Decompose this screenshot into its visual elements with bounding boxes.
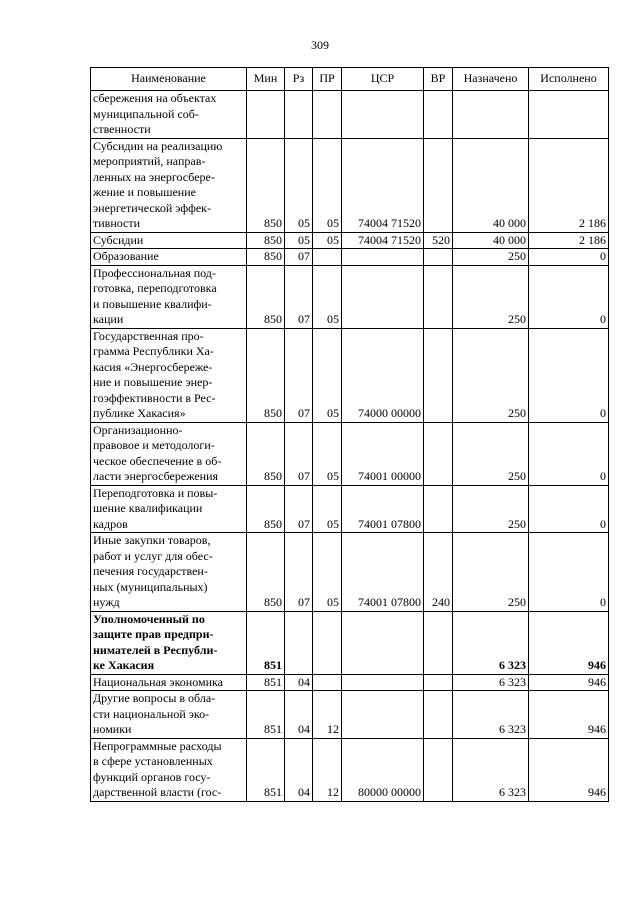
cell-executed: 0 (529, 422, 609, 485)
cell-pr: 05 (313, 232, 342, 249)
cell-assigned: 6 323 (453, 738, 529, 801)
cell-executed: 0 (529, 265, 609, 328)
cell-rz: 04 (285, 738, 313, 801)
cell-rz: 04 (285, 691, 313, 739)
cell-csr: 80000 00000 (342, 738, 424, 801)
cell-executed: 946 (529, 611, 609, 674)
cell-rz: 07 (285, 422, 313, 485)
cell-pr: 05 (313, 533, 342, 612)
cell-name: Образование (91, 249, 247, 266)
col-header-name: Наименование (91, 68, 247, 91)
cell-vr (424, 691, 453, 739)
cell-rz: 07 (285, 265, 313, 328)
cell-pr (313, 91, 342, 139)
cell-name: Субсидии на реализацию мероприятий, направ- ленных на энергосбере- жение и повышение энергетической эффек- тивности (91, 138, 247, 232)
page-number: 309 (311, 38, 329, 52)
table-row (91, 674, 609, 691)
cell-rz: 07 (285, 533, 313, 612)
cell-csr (342, 91, 424, 139)
cell-pr: 05 (313, 485, 342, 533)
cell-csr: 74001 00000 (342, 422, 424, 485)
col-header-vr: ВР (424, 68, 453, 91)
table-row (91, 249, 609, 266)
col-header-min: Мин (247, 68, 285, 91)
cell-pr: 05 (313, 328, 342, 422)
budget-table (90, 67, 609, 802)
cell-executed: 946 (529, 674, 609, 691)
cell-min: 850 (247, 138, 285, 232)
table-row (91, 691, 609, 739)
cell-pr: 05 (313, 265, 342, 328)
table-row (91, 611, 609, 674)
cell-assigned (453, 91, 529, 139)
cell-vr (424, 611, 453, 674)
cell-pr (313, 249, 342, 266)
cell-pr (313, 674, 342, 691)
cell-name: сбережения на объектах муниципальной соб- ственности (91, 91, 247, 139)
cell-name: Переподготовка и повы- шение квалификации кадров (91, 485, 247, 533)
cell-csr: 74001 07800 (342, 485, 424, 533)
cell-vr (424, 328, 453, 422)
cell-assigned: 250 (453, 265, 529, 328)
cell-rz: 07 (285, 485, 313, 533)
cell-min: 850 (247, 533, 285, 612)
cell-pr (313, 611, 342, 674)
col-header-assigned: Назначено (453, 68, 529, 91)
cell-csr (342, 691, 424, 739)
cell-vr (424, 485, 453, 533)
cell-csr (342, 249, 424, 266)
cell-executed: 2 186 (529, 138, 609, 232)
cell-name: Национальная экономика (91, 674, 247, 691)
cell-min: 850 (247, 249, 285, 266)
cell-executed: 946 (529, 691, 609, 739)
table-row (91, 422, 609, 485)
cell-csr: 74000 00000 (342, 328, 424, 422)
table-row (91, 533, 609, 612)
cell-min: 851 (247, 738, 285, 801)
cell-vr (424, 91, 453, 139)
cell-assigned: 250 (453, 328, 529, 422)
cell-csr: 74001 07800 (342, 533, 424, 612)
cell-assigned: 40 000 (453, 138, 529, 232)
cell-csr: 74004 71520 (342, 138, 424, 232)
cell-vr (424, 249, 453, 266)
cell-assigned: 6 323 (453, 691, 529, 739)
cell-executed: 0 (529, 533, 609, 612)
cell-min: 850 (247, 328, 285, 422)
cell-name: Уполномоченный по защите прав предпри- нимателей в Республи- ке Хакасия (91, 611, 247, 674)
cell-assigned: 250 (453, 533, 529, 612)
col-header-pr: ПР (313, 68, 342, 91)
cell-executed: 2 186 (529, 232, 609, 249)
cell-min: 851 (247, 611, 285, 674)
cell-assigned: 6 323 (453, 611, 529, 674)
table-row (91, 138, 609, 232)
cell-min: 851 (247, 674, 285, 691)
cell-vr (424, 138, 453, 232)
cell-vr: 520 (424, 232, 453, 249)
cell-pr: 05 (313, 138, 342, 232)
cell-pr: 12 (313, 738, 342, 801)
cell-executed: 946 (529, 738, 609, 801)
cell-name: Субсидии (91, 232, 247, 249)
cell-assigned: 250 (453, 249, 529, 266)
cell-vr (424, 422, 453, 485)
cell-csr (342, 265, 424, 328)
table-row (91, 91, 609, 139)
cell-name: Государственная про- грамма Республики Ха- касия «Энергосбереже- ние и повышение энер- гоэффективности в Рес- публике Хакасия» (91, 328, 247, 422)
cell-csr: 74004 71520 (342, 232, 424, 249)
cell-executed: 0 (529, 249, 609, 266)
col-header-csr: ЦСР (342, 68, 424, 91)
cell-min: 851 (247, 691, 285, 739)
cell-vr (424, 265, 453, 328)
cell-rz (285, 611, 313, 674)
cell-rz: 05 (285, 138, 313, 232)
cell-executed: 0 (529, 485, 609, 533)
cell-name: Организационно- правовое и методологи- ческое обеспечение в об- ласти энергосбережения (91, 422, 247, 485)
cell-name: Профессиональная под- готовка, переподготовка и повышение квалифи- кации (91, 265, 247, 328)
cell-rz: 05 (285, 232, 313, 249)
cell-name: Непрограммные расходы в сфере установленных функций органов госу- дарственной власти (гос- (91, 738, 247, 801)
cell-pr: 05 (313, 422, 342, 485)
cell-csr (342, 611, 424, 674)
cell-pr: 12 (313, 691, 342, 739)
table-header-row (91, 68, 609, 91)
cell-min: 850 (247, 265, 285, 328)
cell-rz (285, 91, 313, 139)
col-header-executed: Исполнено (529, 68, 609, 91)
cell-executed (529, 91, 609, 139)
cell-min: 850 (247, 422, 285, 485)
cell-csr (342, 674, 424, 691)
cell-assigned: 250 (453, 485, 529, 533)
cell-vr (424, 674, 453, 691)
cell-rz: 07 (285, 328, 313, 422)
cell-rz: 07 (285, 249, 313, 266)
table-row (91, 265, 609, 328)
cell-rz: 04 (285, 674, 313, 691)
cell-name: Другие вопросы в обла- сти национальной эко- номики (91, 691, 247, 739)
cell-assigned: 6 323 (453, 674, 529, 691)
cell-executed: 0 (529, 328, 609, 422)
col-header-rz: Рз (285, 68, 313, 91)
table-row (91, 738, 609, 801)
cell-vr (424, 738, 453, 801)
cell-name: Иные закупки товаров, работ и услуг для обес- печения государствен- ных (муниципальных) нужд (91, 533, 247, 612)
cell-min (247, 91, 285, 139)
table-row (91, 485, 609, 533)
table-row (91, 328, 609, 422)
cell-vr: 240 (424, 533, 453, 612)
cell-min: 850 (247, 485, 285, 533)
table-row (91, 232, 609, 249)
cell-min: 850 (247, 232, 285, 249)
cell-assigned: 250 (453, 422, 529, 485)
cell-assigned: 40 000 (453, 232, 529, 249)
